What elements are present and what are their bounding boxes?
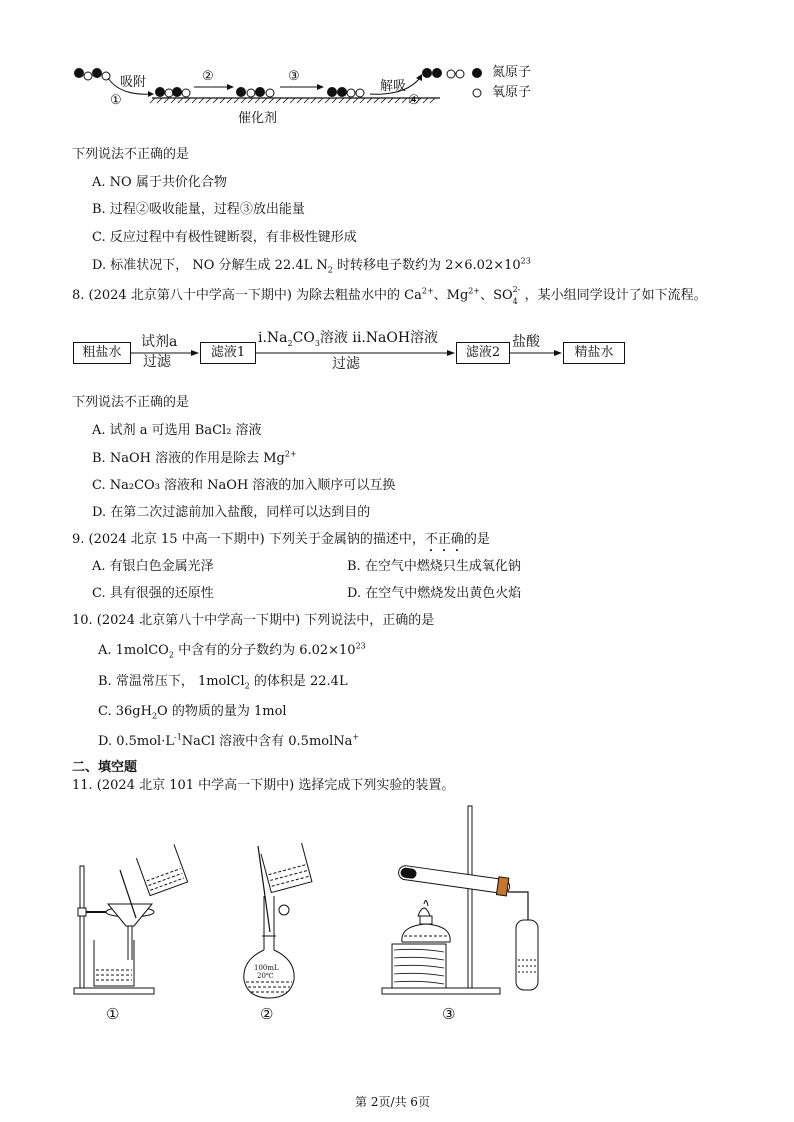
q7-option-d: D. 标准状况下， NO 分解生成 22.4L $N_2$ 时转移电子数约为 $2\times 6.02\times 10^{23}$ bbox=[92, 256, 531, 275]
apparatus-label-3: ③ bbox=[442, 1005, 456, 1023]
flow-arrow3-top: 盐酸 bbox=[512, 334, 540, 350]
q8-option-a: A. 试剂 a 可选用 BaCl₂ 溶液 bbox=[92, 423, 262, 438]
flow-box-filtrate1: 滤液1 bbox=[200, 342, 256, 364]
q10-option-c: C. $36gH_2O$ 的物质的量为 1mol bbox=[98, 704, 287, 721]
q7-stem: 下列说法不正确的是 bbox=[72, 147, 190, 162]
q9-stem: 9. (2024 北京 15 中高一下期中) 下列关于金属钠的描述中，不正确的是 bbox=[72, 532, 490, 547]
q7-option-c: C. 反应过程中有极性键断裂，有非极性键形成 bbox=[92, 230, 357, 245]
legend-oxygen: 氧原子 bbox=[492, 85, 532, 100]
step3-num: ③ bbox=[288, 69, 300, 84]
q9-option-c: C. 具有很强的还原性 bbox=[92, 586, 214, 601]
q8-option-b: B. NaOH 溶液的作用是除去 $Mg^{2+}$ bbox=[92, 449, 297, 466]
step4-num: ④ bbox=[408, 93, 420, 108]
flask-label-temp: 20℃ bbox=[257, 972, 274, 980]
flow-box-crude-brine: 粗盐水 bbox=[73, 342, 131, 364]
flow-arrows bbox=[0, 0, 794, 400]
q8-option-d: D. 在第二次过滤前加入盐酸，同样可以达到目的 bbox=[92, 505, 371, 520]
catalyst-label: 催化剂 bbox=[238, 111, 278, 126]
q8-stem: 8. (2024 北京第八十中学高一下期中) 为除去粗盐水中的 $Ca^{2+}$、$Mg^{2+}$、SO 2- 4 ，某小组同学设计了如下流程。 bbox=[72, 285, 707, 306]
apparatus-label-1: ① bbox=[106, 1005, 120, 1023]
q8-sub-stem: 下列说法不正确的是 bbox=[72, 395, 190, 410]
apparatus-volumetric-flask bbox=[236, 840, 316, 1000]
q10-option-d: D. $0.5mol\cdot L^{-1}NaCl$ 溶液中含有 0.5molNa+ bbox=[98, 732, 360, 749]
flow-arrow1-bottom: 过滤 bbox=[143, 354, 171, 370]
q9-option-b: B. 在空气中燃烧只生成氧化钠 bbox=[347, 559, 521, 574]
q8-option-c: C. Na₂CO₃ 溶液和 NaOH 溶液的加入顺序可以互换 bbox=[92, 478, 396, 493]
q9-option-d: D. 在空气中燃烧发出黄色火焰 bbox=[347, 586, 522, 601]
q10-option-a: A. 1molCO$_2$ 中含有的分子数约为 $6.02\times 10^{23}$ bbox=[98, 641, 366, 660]
page-footer: 第 2页/共 6页 bbox=[355, 1095, 430, 1109]
apparatus-filtration bbox=[72, 840, 192, 1000]
flow-box-filtrate2: 滤液2 bbox=[456, 342, 510, 364]
step1-label: 吸附 bbox=[120, 75, 147, 90]
step1-num: ① bbox=[110, 93, 122, 108]
section-heading: 二、填空题 bbox=[72, 760, 138, 775]
q10-stem: 10. (2024 北京第八十中学高一下期中) 下列说法中，正确的是 bbox=[72, 613, 435, 628]
flow-arrow2-top: $i.Na_2CO_3$溶液 ii.NaOH溶液 bbox=[258, 330, 439, 348]
q10-option-b: B. 常温常压下， 1molCl$_2$ 的体积是 22.4L bbox=[98, 674, 348, 691]
flow-arrow1-top: 试剂a bbox=[141, 334, 178, 350]
q9-option-a: A. 有银白色金属光泽 bbox=[92, 559, 214, 574]
q7-option-a: A. NO 属于共价化合物 bbox=[92, 175, 227, 190]
legend-nitrogen: 氮原子 bbox=[492, 65, 532, 80]
flow-box-refined-brine: 精盐水 bbox=[563, 342, 625, 364]
flask-label-volume: 100mL bbox=[254, 964, 279, 972]
step2-num: ② bbox=[202, 69, 214, 84]
flow-arrow2-bottom: 过滤 bbox=[332, 356, 360, 372]
apparatus-heating bbox=[380, 800, 550, 1000]
step4-label: 解吸 bbox=[380, 79, 407, 94]
apparatus-label-2: ② bbox=[260, 1005, 274, 1023]
q7-option-b: B. 过程②吸收能量，过程③放出能量 bbox=[92, 202, 305, 217]
q11-stem: 11. (2024 北京 101 中学高一下期中) 选择完成下列实验的装置。 bbox=[72, 778, 455, 793]
